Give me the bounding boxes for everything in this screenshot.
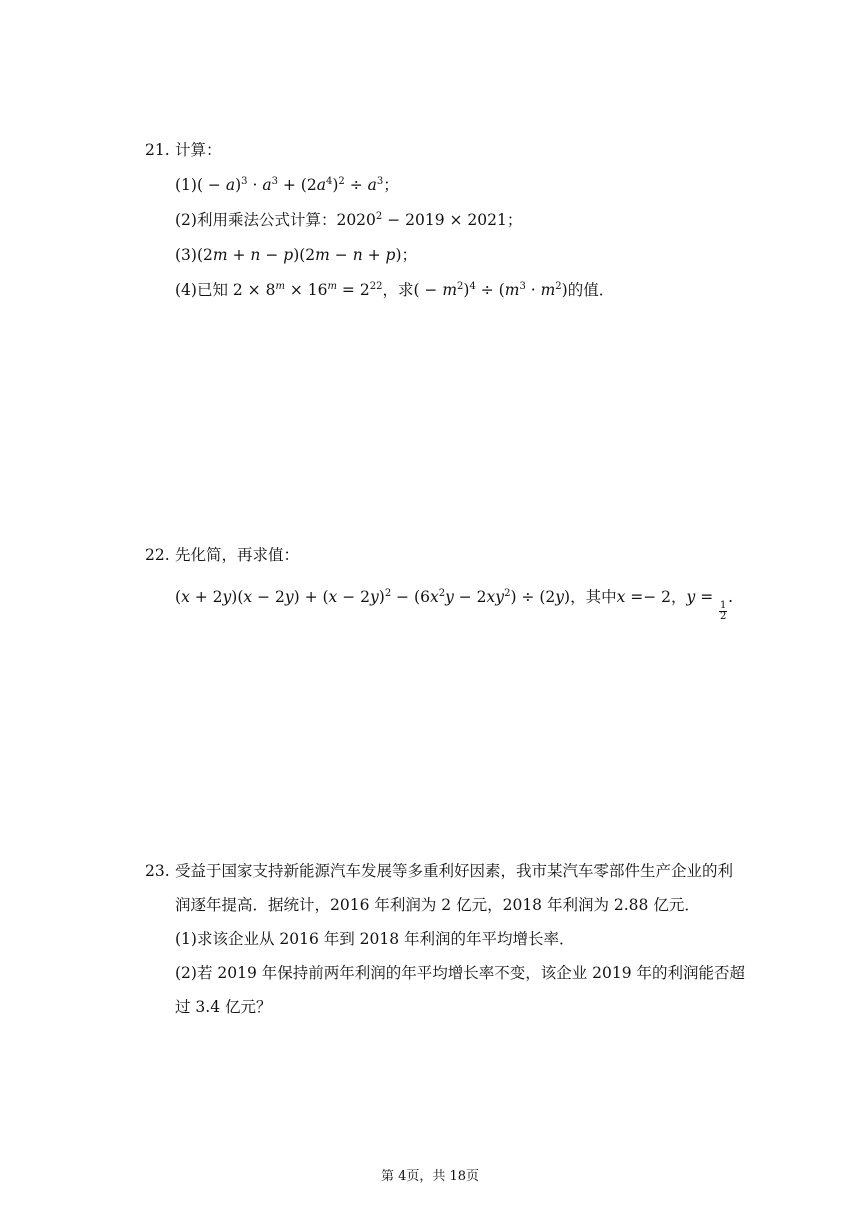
question-22-header [145,548,299,564]
question-text-line-2: 润逐年提高．据统计，2016 年利润为 2 亿元，2018 年利润为 2.88 亿元． [175,896,700,914]
q21-item-2: (2)利用乘法公式计算：$2020^2 - 2019 \times 2021$； [175,211,523,229]
q23-item-1: (1)求该企业从 2016 年到 2018 年利润的年平均增长率． [175,930,575,948]
page-footer: 第 4页，共 18页 [380,1169,480,1184]
question-number: 21. [145,141,170,159]
question-21-header [145,143,222,159]
q23-item-2-line-1: (2)若 2019 年保持前两年利润的年平均增长率不变，该企业 2019 年的利润能否超 [175,964,746,982]
q23-item-2-line-2: 过 3.4 亿元？ [175,998,272,1016]
q22-expression: $(x + 2y)(x - 2y) + (x - 2y)^2 - (6x^2y - 2xy^2) \div (2y)$，其中x =− 2，y = $\frac{1}{2}$ . [175,588,734,622]
q21-item-3: (3)(2m + n − p)(2m − n + p)； [175,246,418,264]
question-title: 先化简，再求值： [175,546,300,564]
fraction-one-half: $\frac{1}{2}$ [719,600,727,622]
question-title: 计算： [175,141,222,159]
question-23-line-1 [145,864,733,880]
question-number: 23. [145,862,170,880]
q21-item-1: $(1)( - a)^3 \cdot a^3 + (2a^4)^2 \div a^3$； [175,176,399,194]
question-number: 22. [145,546,170,564]
question-text-line-1: 受益于国家支持新能源汽车发展等多重利好因素，我市某汽车零部件生产企业的利 [175,862,734,880]
q21-item-4: (4)已知 $2 \times 8^m \times 16^m = 2^{22}$，求( − $m^2)^4 \div (m^3 \cdot m^2)$的值． [175,281,615,299]
